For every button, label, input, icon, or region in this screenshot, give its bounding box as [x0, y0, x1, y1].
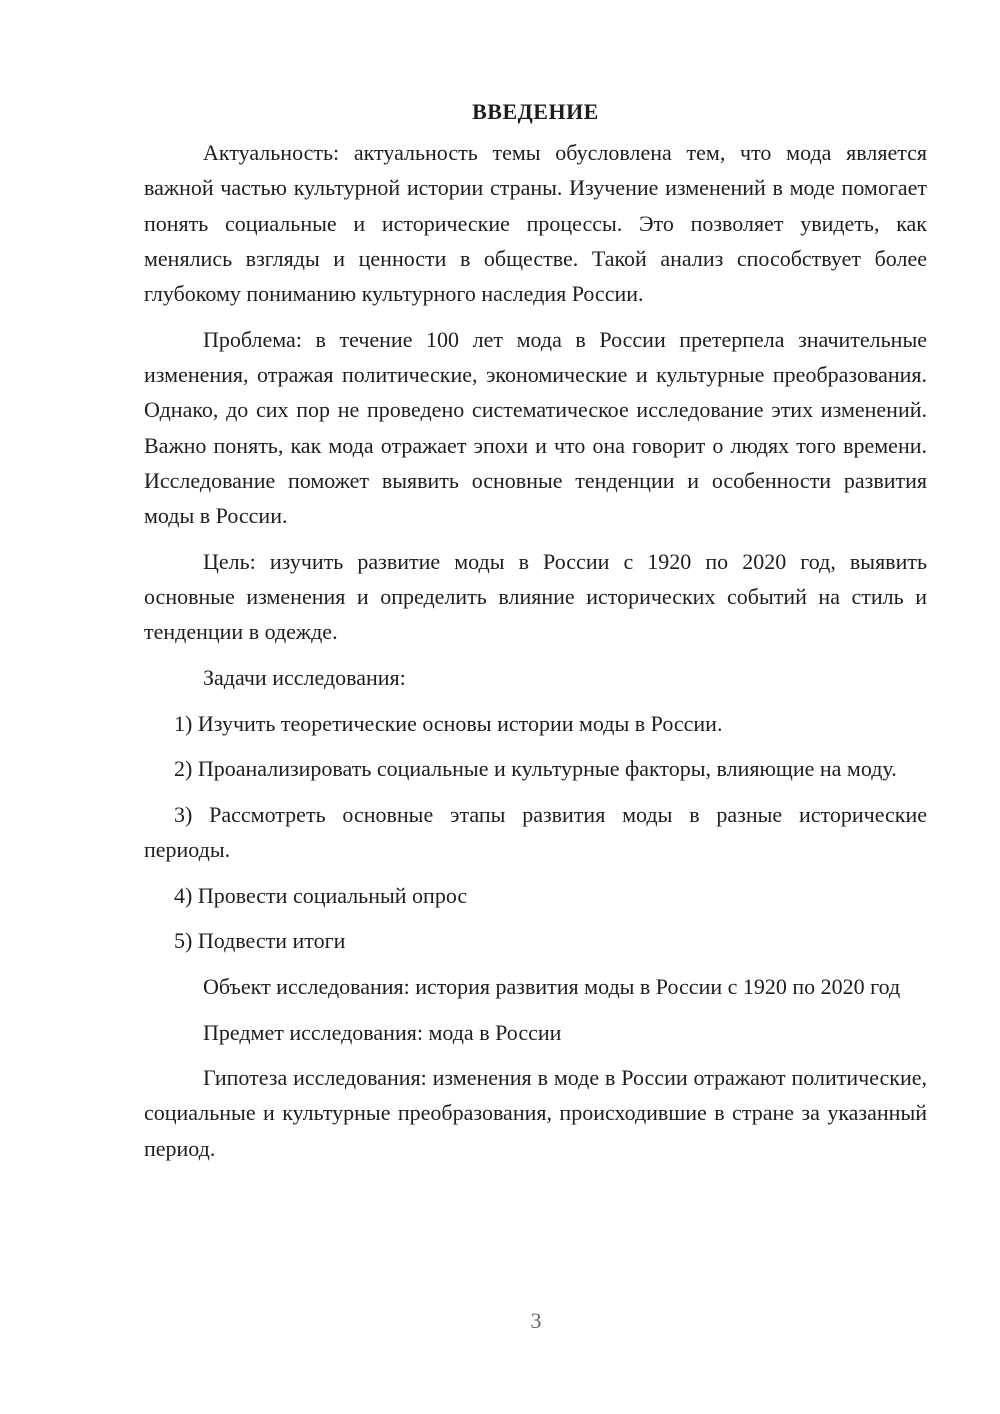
page-number: 3 — [530, 1308, 542, 1333]
paragraph-problem: Проблема: в течение 100 лет мода в России претерпела значительные изменения, отражая политические, экономические и культурные преобразования. Однако, до сих пор не проведено систематическое исследование этих изменений. Важно понять, как мода отражает эпохи и что она говорит о людях того времени. Исследование поможет выявить основные тенденции и особенности развития моды в России. — [144, 326, 927, 529]
paragraph-hypothesis: Гипотеза исследования: изменения в моде в России отражают политические, социальные и культурные преобразования, происходившие в стране за указанный период. — [144, 1065, 927, 1161]
paragraph-relevance: Актуальность: актуальность темы обусловлена тем, что мода является важной частью культурной истории страны. Изучение изменений в моде помогает понять социальные и исторические процессы. Это позволяет увидеть, как менялись взгляды и ценности в обществе. Такой анализ способствует более глубокому пониманию культурного наследия России. — [144, 140, 927, 307]
task-item-3: 3) Рассмотреть основные этапы развития моды в разные исторические периоды. — [144, 801, 927, 863]
paragraph-object: Объект исследования: история развития моды в России с 1920 по 2020 год — [203, 973, 901, 999]
paragraph-tasks-heading: Задачи исследования: — [203, 665, 406, 691]
paragraph-goal: Цель: изучить развитие моды в России с 1920 по 2020 год, выявить основные изменения и определить влияние исторических событий на стиль и тенденции в одежде. — [144, 548, 927, 645]
task-item-5: 5) Подвести итоги — [174, 928, 346, 954]
task-item-4: 4) Провести социальный опрос — [174, 882, 468, 908]
task-item-2: 2) Проанализировать социальные и культурные факторы, влияющие на моду. — [174, 756, 897, 782]
section-title: ВВЕДЕНИЕ — [472, 99, 599, 124]
paragraph-subject: Предмет исследования: мода в России — [203, 1019, 562, 1045]
page-content — [144, 94, 927, 1176]
task-item-1: 1) Изучить теоретические основы истории моды в России. — [174, 710, 723, 736]
